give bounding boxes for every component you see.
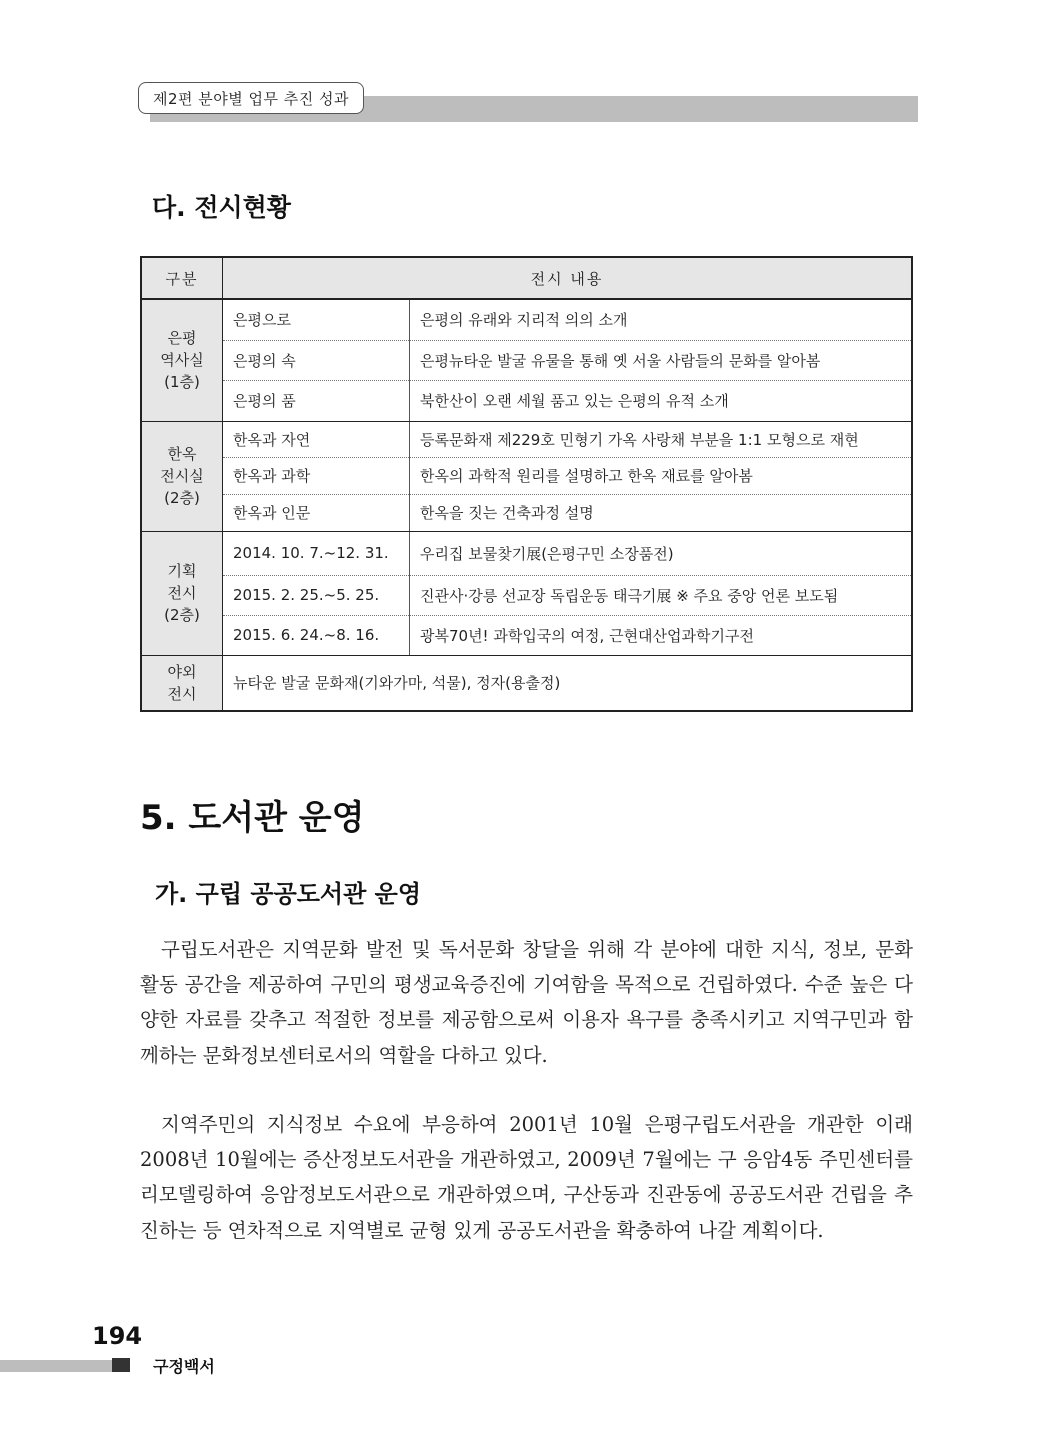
exhibition-table: [140, 256, 913, 712]
row-sub: 2014. 10. 7.~12. 31.: [223, 531, 410, 575]
row-sub: 은평으로: [223, 299, 410, 340]
page-number: 194: [92, 1322, 143, 1350]
table-row: [141, 340, 912, 380]
table-row: [141, 531, 912, 575]
row-content: 은평뉴타운 발굴 유물을 통해 옛 서울 사람들의 문화를 알아봄: [410, 340, 913, 380]
body-paragraph: 구립도서관은 지역문화 발전 및 독서문화 창달을 위해 각 분야에 대한 지식, 정보, 문화 활동 공간을 제공하여 구민의 평생교육증진에 기여함을 목적으로 건립하였다. 수준 높은 다양한 자료를 갖추고 적절한 정보를 제공함으로써 이용자 욕구를 충족시키고 지역구민과 함께하는 문화정보센터로서의 역할을 다하고 있다.: [140, 938, 913, 1067]
subsection-heading: 가. 구립 공공도서관 운영: [155, 880, 422, 908]
column-header-group: 구분: [141, 257, 223, 299]
table-row: [141, 457, 912, 494]
group-label: 은평 역사실 (1층): [141, 299, 223, 421]
group-label: 야외 전시: [141, 655, 223, 711]
row-sub: 한옥과 인문: [223, 494, 410, 531]
row-sub: 은평의 속: [223, 340, 410, 380]
row-content: 광복70년! 과학입국의 여정, 근현대산업과학기구전: [410, 615, 913, 655]
body-paragraph: 지역주민의 지식정보 수요에 부응하여 2001년 10월 은평구립도서관을 개관한 이래 2008년 10월에는 증산정보도서관을 개관하였고, 2009년 7월에는 구 응암4동 주민센터를 리모델링하여 응암정보도서관으로 개관하였으며, 구산동과 진관동에 공공도서관 건립을 추진하는 등 연차적으로 지역별로 균형 있게 공공도서관을 확충하여 나갈 계획이다.: [140, 1113, 913, 1242]
table-row: [141, 615, 912, 655]
book-title: 구정백서: [153, 1357, 215, 1376]
group-label: 한옥 전시실 (2층): [141, 421, 223, 531]
row-content: 우리집 보물찾기展(은평구민 소장품전): [410, 531, 913, 575]
table-row: [141, 575, 912, 615]
row-content: 은평의 유래와 지리적 의의 소개: [410, 299, 913, 340]
exhibition-heading: 다. 전시현황: [152, 193, 291, 222]
footer-bar: [0, 1360, 112, 1372]
table-row: [141, 380, 912, 421]
group-label: 기획 전시 (2층): [141, 531, 223, 655]
row-sub: 한옥과 자연: [223, 421, 410, 457]
row-content: 뉴타운 발굴 문화재(기와가마, 석물), 정자(용출정): [233, 674, 561, 693]
section-tab: 제2편 분야별 업무 추진 성과: [138, 82, 364, 114]
row-content: 등록문화재 제229호 민형기 가옥 사랑채 부분을 1:1 모형으로 재현: [410, 421, 913, 457]
row-content: 북한산이 오랜 세월 품고 있는 은평의 유적 소개: [410, 380, 913, 421]
row-content: 한옥의 과학적 원리를 설명하고 한옥 재료를 알아봄: [410, 457, 913, 494]
table-row: [141, 421, 912, 457]
table-row: [141, 299, 912, 340]
column-header-content: 전시 내용: [223, 257, 913, 299]
row-sub: 2015. 6. 24.~8. 16.: [223, 615, 410, 655]
row-content: 진관사·강릉 선교장 독립운동 태극기展 ※ 주요 중앙 언론 보도됨: [410, 575, 913, 615]
row-sub: 2015. 2. 25.~5. 25.: [223, 575, 410, 615]
table-header-row: [141, 257, 912, 299]
row-sub: 한옥과 과학: [223, 457, 410, 494]
table-row: [141, 655, 912, 711]
row-content: 한옥을 짓는 건축과정 설명: [410, 494, 913, 531]
table-row: [141, 494, 912, 531]
chapter-heading: 5. 도서관 운영: [140, 798, 365, 838]
row-sub: 은평의 품: [223, 380, 410, 421]
footer-block: [112, 1358, 130, 1372]
